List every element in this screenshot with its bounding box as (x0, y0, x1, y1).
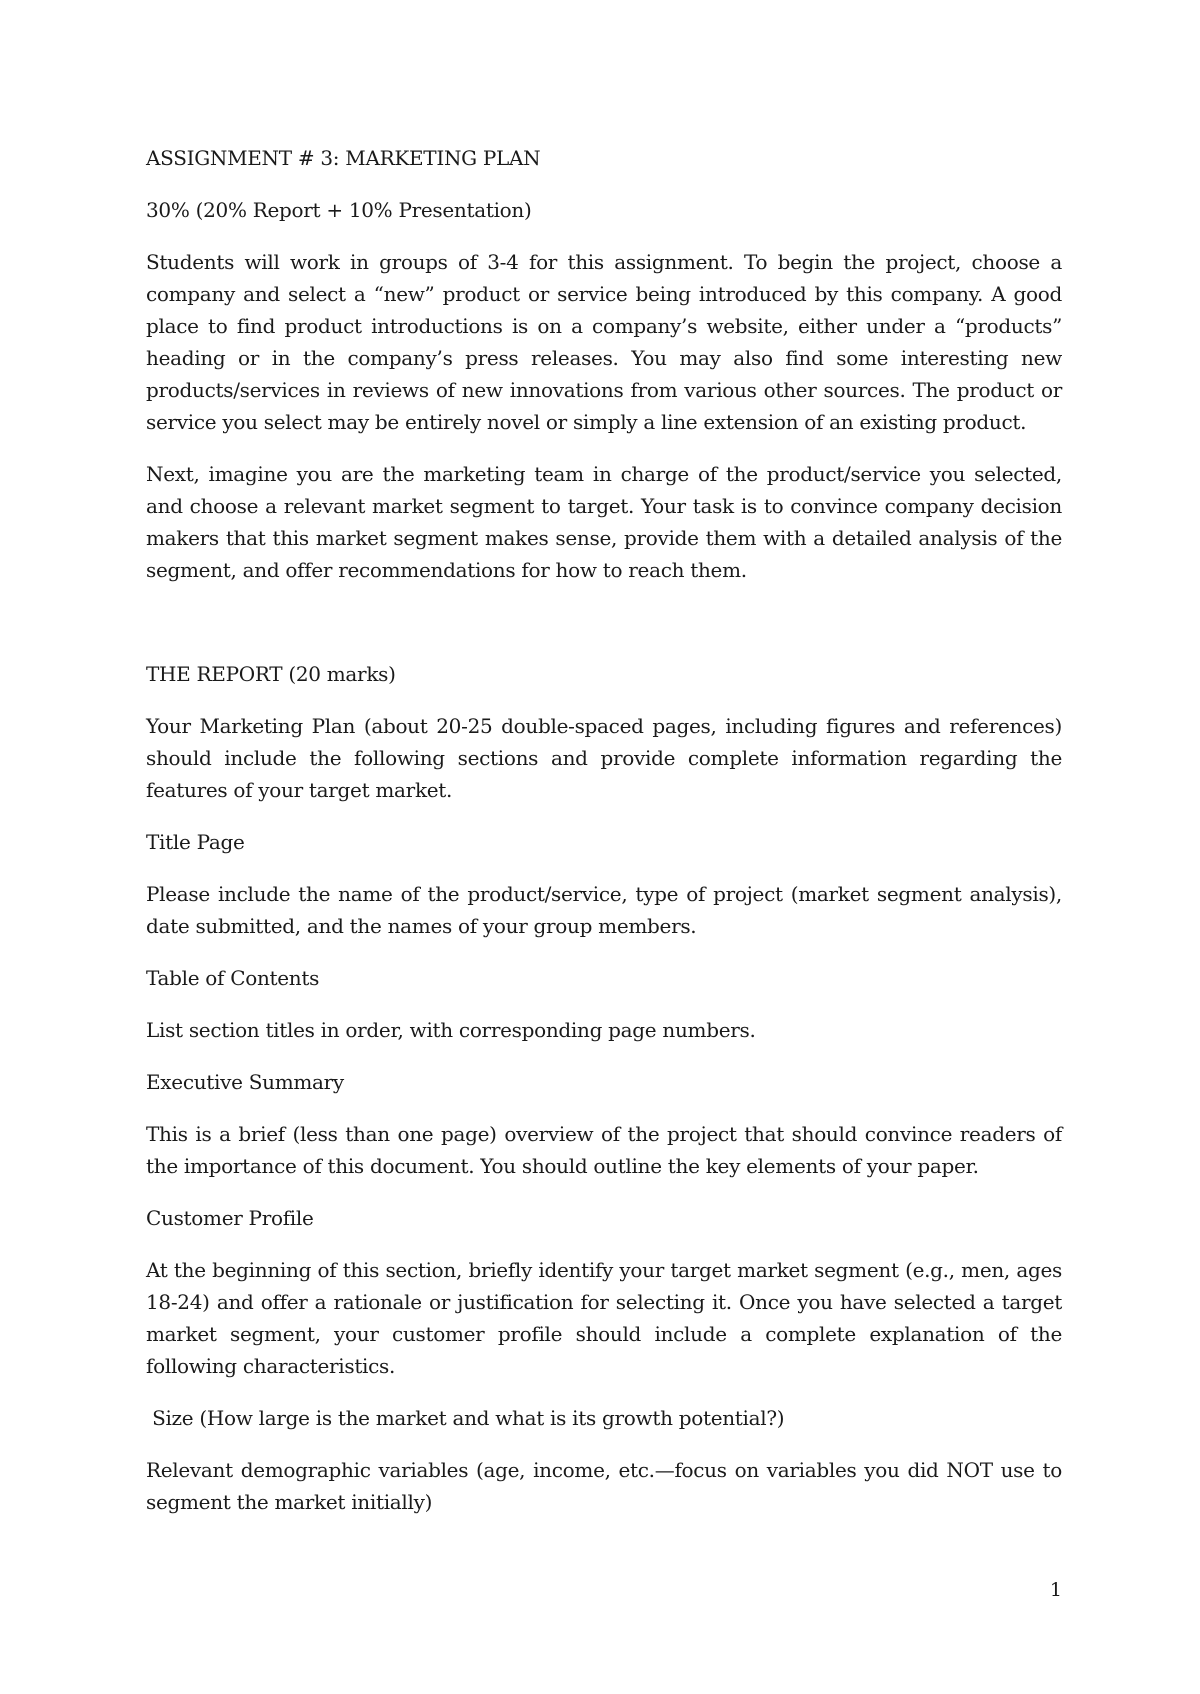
section-spacer (146, 606, 1062, 658)
report-heading: THE REPORT (20 marks) (146, 662, 396, 686)
section-heading-executive-summary: Executive Summary (146, 1070, 344, 1094)
section-heading-title-page: Title Page (146, 830, 245, 854)
section-body-table-of-contents: List section titles in order, with corresponding page numbers. (146, 1018, 756, 1042)
report-intro: Your Marketing Plan (about 20-25 double-spaced pages, including figures and references) should include the following sections and provide complete information regarding the features of your target market. (146, 714, 1062, 802)
section-body-title-page: Please include the name of the product/service, type of project (market segment analysis), date submitted, and the names of your group members. (146, 882, 1062, 938)
intro-paragraph: Next, imagine you are the marketing team in charge of the product/service you selected, and choose a relevant market segment to target. Your task is to convince company decision makers that this market segment makes sense, provide them with a detailed analysis of the segment, and offer recommendations for how to reach them. (146, 462, 1062, 582)
characteristic-size: Size (How large is the market and what is its growth potential?) (146, 1406, 785, 1430)
document-body (146, 142, 1062, 1538)
characteristic-demographics: Relevant demographic variables (age, income, etc.—focus on variables you did NOT use to segment the market initially) (146, 1458, 1062, 1514)
section-body-customer-profile: At the beginning of this section, briefly identify your target market segment (e.g., men, ages 18-24) and offer a rationale or justification for selecting it. Once you have selected a target market segment, your customer profile should include a complete explanation of the following characteristics. (146, 1258, 1062, 1378)
section-heading-customer-profile: Customer Profile (146, 1206, 314, 1230)
assignment-title: ASSIGNMENT # 3: MARKETING PLAN (146, 146, 541, 170)
grade-weighting: 30% (20% Report + 10% Presentation) (146, 198, 532, 222)
section-body-executive-summary: This is a brief (less than one page) overview of the project that should convince readers of the importance of this document. You should outline the key elements of your paper. (146, 1122, 1062, 1178)
intro-paragraph: Students will work in groups of 3-4 for this assignment. To begin the project, choose a company and select a “new” product or service being introduced by this company. A good place to find product introductions is on a company’s website, either under a “products” heading or in the company’s press releases. You may also find some interesting new products/services in reviews of new innovations from various other sources. The product or service you select may be entirely novel or simply a line extension of an existing product. (146, 250, 1062, 434)
page-number: 1 (1049, 1579, 1062, 1601)
section-heading-table-of-contents: Table of Contents (146, 966, 320, 990)
